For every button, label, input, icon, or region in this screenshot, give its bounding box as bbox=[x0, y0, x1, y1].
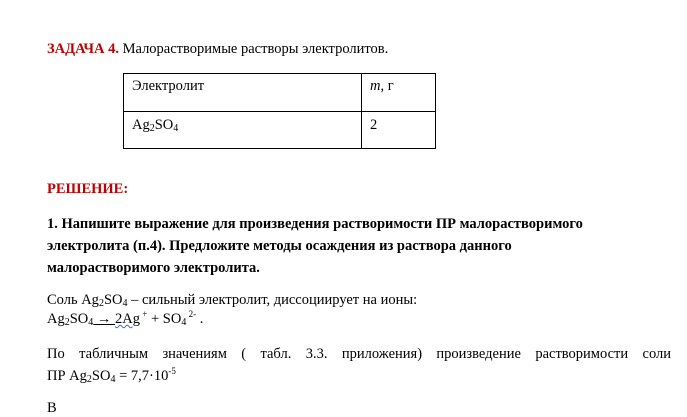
question-line-2: электролита (п.4). Предложите методы осаждения из раствора данного bbox=[47, 238, 512, 254]
eq-sub: 4 bbox=[88, 317, 94, 328]
task-heading bbox=[47, 41, 388, 58]
formula-sub: 2 bbox=[149, 123, 155, 134]
solution-heading: РЕШЕНИЕ: bbox=[47, 181, 129, 197]
eq-part: + SO bbox=[147, 311, 182, 327]
solubility-product bbox=[47, 368, 176, 385]
text-part: ПР Ag bbox=[47, 368, 87, 384]
eq-part: Ag bbox=[47, 311, 65, 327]
formula-sub: 2 bbox=[98, 298, 104, 309]
formula-sub: 2 bbox=[86, 374, 92, 385]
eq-charge: + bbox=[140, 309, 148, 319]
task-label: ЗАДАЧА 4. bbox=[47, 41, 119, 57]
header-mass bbox=[362, 74, 436, 112]
eq-product-ag: 2Ag bbox=[115, 311, 141, 327]
eq-sub: 4 bbox=[181, 317, 187, 328]
reaction-arrow: → bbox=[93, 311, 116, 327]
eq-part: . bbox=[196, 311, 204, 327]
formula-part: Ag bbox=[132, 117, 150, 133]
table-header-row bbox=[124, 74, 436, 112]
mass-unit: , г bbox=[380, 78, 394, 94]
question-line-1: 1. Напишите выражение для произведения растворимости ПР малорастворимого bbox=[47, 216, 583, 232]
dissociation-text bbox=[47, 292, 417, 309]
eq-sub: 2 bbox=[64, 317, 70, 328]
formula-sub: 4 bbox=[122, 298, 128, 309]
text-part: SO bbox=[103, 292, 123, 308]
formula-sub: 4 bbox=[173, 123, 179, 134]
text-part: Соль Ag bbox=[47, 292, 99, 308]
table-value-line: По табличным значениям ( табл. 3.3. приложения) произведение растворимости соли bbox=[47, 346, 671, 362]
cell-electrolyte bbox=[124, 112, 362, 149]
text-part: – сильный электролит, диссоциирует на ионы: bbox=[127, 292, 418, 308]
task-title: Малорастворимые растворы электролитов. bbox=[122, 41, 389, 57]
dissociation-equation bbox=[47, 311, 203, 328]
electrolyte-table bbox=[123, 73, 436, 149]
eq-part: SO bbox=[69, 311, 89, 327]
table-row bbox=[124, 112, 436, 149]
text-part: = 7,7·10 bbox=[115, 368, 169, 384]
exponent: -5 bbox=[168, 366, 176, 376]
mass-var: m bbox=[370, 78, 381, 94]
cut-off-line: В bbox=[47, 400, 57, 416]
text-part: SO bbox=[91, 368, 111, 384]
eq-charge: 2- bbox=[186, 309, 197, 319]
cell-mass: 2 bbox=[362, 112, 436, 149]
formula-part: SO bbox=[154, 117, 174, 133]
header-electrolyte: Электролит bbox=[124, 74, 362, 112]
question-line-3: малорастворимого электролита. bbox=[47, 260, 260, 276]
formula-sub: 4 bbox=[110, 374, 116, 385]
